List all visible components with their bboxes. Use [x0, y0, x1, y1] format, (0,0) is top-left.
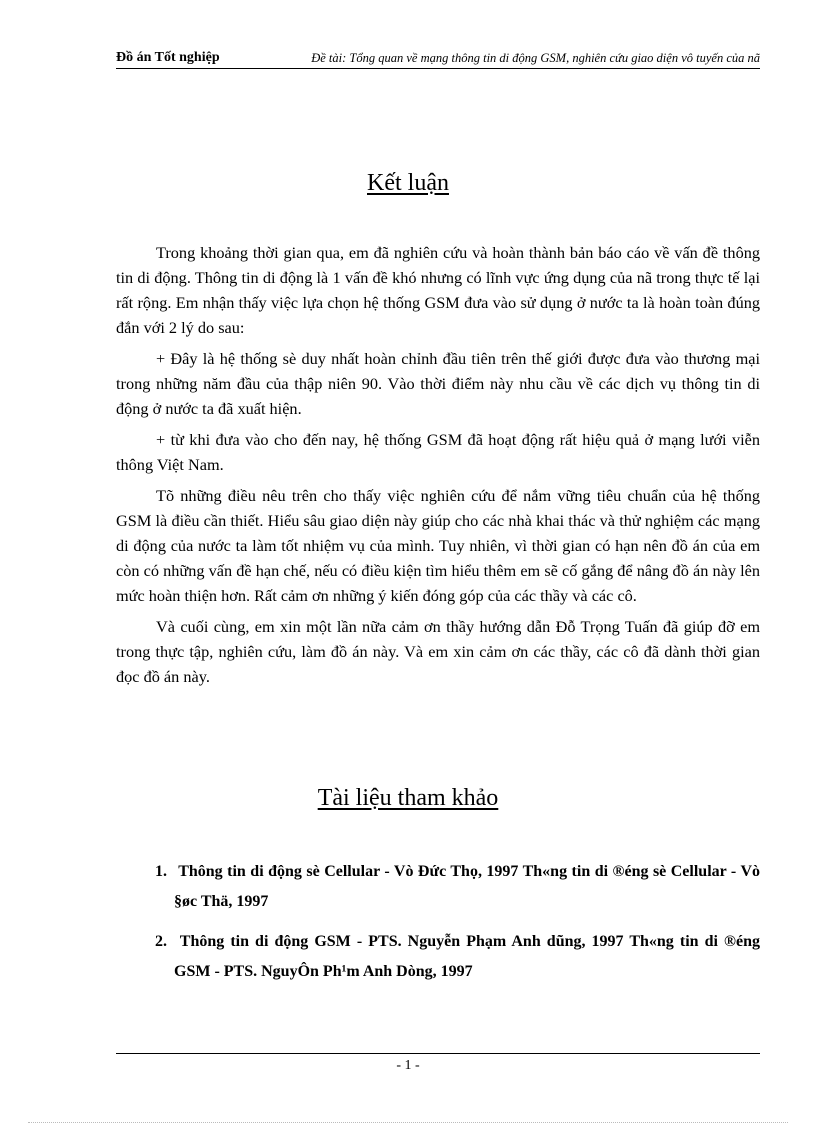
conclusion-paragraph: + Đây là hệ thống sè duy nhất hoàn chỉnh đầu tiên trên thế giới được đưa vào thương mại trong những năm đầu của thập niên 90. Vào thời điểm này nhu cầu về các dịch vụ thông tin di động ở nước ta đã xuất hiện.: [116, 349, 760, 418]
reference-number: 1.: [155, 863, 167, 880]
conclusion-paragraph: Và cuối cùng, em xin một lần nữa cảm ơn thầy hướng dẫn Đỗ Trọng Tuấn đã giúp đỡ em trong thực tập, nghiên cứu, làm đồ án này. Và em xin cảm ơn các thầy, các cô đã dành thời gian đọc đồ án này.: [116, 617, 760, 686]
references-list: [116, 857, 760, 997]
reference-number: 2.: [155, 933, 167, 950]
conclusion-paragraph: Tõ những điều nêu trên cho thấy việc nghiên cứu để nắm vững tiêu chuẩn của hệ thống GSM là điều cần thiết. Hiểu sâu giao diện này giúp cho các nhà khai thác và thử nghiệm các mạng di động của nước ta làm tốt nhiệm vụ của mình. Tuy nhiên, vì thời gian có hạn nên đồ án của em còn có những vấn đề hạn chế, nếu có điều kiện tìm hiểu thêm em sẽ cố gắng để nâng đồ án này lên mức hoàn thiện hơn. Rất cảm ơn những ý kiến đóng góp của các thầy và các cô.: [116, 486, 760, 605]
page-number: - 1 -: [396, 1058, 420, 1073]
reference-text: Thông tin di động GSM - PTS. Nguyễn Phạm Anh dũng, 1997 Th«ng tin di ®éng GSM - PTS. NguyÔn Ph¹m Anh Dòng, 1997: [174, 933, 760, 980]
conclusion-body: [116, 240, 760, 695]
reference-item: [116, 927, 760, 987]
conclusion-title: Kết luận: [367, 170, 449, 196]
page-header: [116, 50, 760, 69]
conclusion-paragraph: Trong khoảng thời gian qua, em đã nghiên cứu và hoàn thành bản báo cáo về vấn đề thông tin di động. Thông tin di động là 1 vấn đề khó nhưng có lĩnh vực ứng dụng của nã trong thực tế lại rất rộng. Em nhận thấy việc lựa chọn hệ thống GSM đưa vào sử dụng ở nước ta là hoàn toàn đúng đắn với 2 lý do sau:: [116, 243, 760, 337]
references-title: Tài liệu tham khảo: [317, 785, 499, 811]
reference-item: [116, 857, 760, 917]
footer-divider: [116, 1053, 760, 1054]
reference-text: Thông tin di động sè Cellular - Vò Đức Thọ, 1997 Th«ng tin di ®éng sè Cellular - Vò §øc Thä, 1997: [174, 863, 761, 910]
conclusion-paragraph: + từ khi đưa vào cho đến nay, hệ thống GSM đã hoạt động rất hiệu quả ở mạng lưới viễn thông Việt Nam.: [116, 430, 760, 474]
header-topic: Đề tài: Tổng quan về mạng thông tin di động GSM, nghiên cứu giao diện vô tuyến của nã: [311, 51, 760, 65]
header-doc-type: Đồ án Tốt nghiệp: [116, 50, 220, 65]
